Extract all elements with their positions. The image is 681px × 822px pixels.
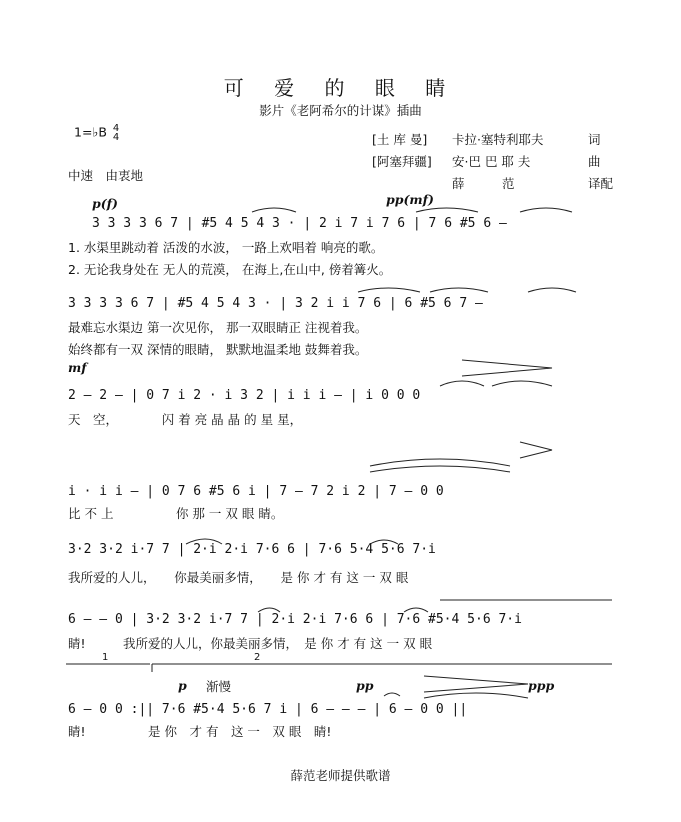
credit-role: 曲	[588, 154, 601, 169]
dynamic-mark: ppp	[528, 678, 555, 693]
dynamic-mark: mf	[68, 360, 87, 375]
lyric-line: 始终都有一双 深情的眼睛， 默默地温柔地 鼓舞着我。	[68, 342, 368, 357]
lyric-line: 2. 无论我身处在 无人的荒漠， 在海上,在山中, 傍着篝火。	[68, 262, 392, 277]
dynamic-mark: pp(mf)	[386, 192, 434, 207]
volta-2-label: 2	[254, 652, 261, 663]
triplet-bracket	[416, 208, 478, 212]
slur	[370, 459, 510, 466]
hairpin	[520, 442, 552, 458]
tie	[186, 539, 222, 544]
lyric-line: 1. 水渠里跳动着 活泼的水波， 一路上欢唱着 响亮的歌。	[68, 240, 384, 255]
dynamic-mark: p(f)	[92, 196, 118, 211]
lyric-line: 天 空， 闪 着 亮 晶 晶 的 星 星，	[68, 412, 303, 427]
song-subtitle: 影片《老阿希尔的计谋》插曲	[259, 103, 422, 118]
ritardando-mark: 渐慢	[206, 679, 232, 694]
hairpin	[462, 360, 552, 376]
meter-bottom: 4	[112, 132, 120, 143]
notation-line: 6 – 0 0 :|| 7·6 #5·4 5·6 7 i | 6 – – – | 6 – 0 0 ||	[68, 702, 468, 717]
notation-line: 3 3 3 3 6 7 | #5 4 5 4 3 · | 3 2 i i 7 6 | 6 #5 6 7 –	[68, 296, 483, 311]
credit-name: 安·巴 巴 耶 夫	[452, 154, 531, 169]
credit-origin: [阿塞拜疆]	[372, 154, 432, 169]
credit-name: 薛 范	[452, 176, 515, 191]
hairpin	[424, 676, 528, 692]
triplet-bracket	[430, 288, 488, 292]
slur	[370, 466, 510, 472]
meter-top: 4	[112, 123, 120, 134]
triplet-bracket	[520, 208, 572, 212]
lyric-line: 比 不 上 你 那 一 双 眼 睛。	[68, 506, 284, 521]
credit-role: 词	[588, 132, 601, 147]
triplet-bracket	[358, 288, 420, 292]
tie	[370, 540, 398, 544]
notation-line: i · i i – | 0 7 6 #5 6 i | 7 – 7 2 i 2 | 7 – 0 0	[68, 484, 444, 499]
triplet-bracket	[252, 208, 296, 212]
lyric-line: 睛! 我所爱的人儿，你最美丽多情， 是 你 才 有 这 一 双 眼	[68, 636, 433, 651]
lyric-line: 我所爱的人儿， 你最美丽多情， 是 你 才 有 这 一 双 眼	[68, 570, 409, 585]
key-label: 1=♭B	[74, 124, 107, 140]
credit-role: 译配	[588, 176, 614, 191]
fermata	[384, 693, 400, 696]
lyric-line: 睛! 是 你 才 有 这 一 双 眼 睛!	[68, 724, 332, 739]
slur	[492, 381, 552, 386]
footer-credit: 薛范老师提供歌谱	[290, 768, 391, 783]
volta-1-label: 1	[102, 652, 109, 663]
credit-origin: [土 库 曼]	[372, 132, 428, 147]
slur	[440, 381, 484, 386]
dynamic-mark: p	[178, 678, 187, 693]
tempo-marking: 中速 由衷地	[68, 168, 144, 183]
notation-line: 3·2 3·2 i·7 7 | 2·i 2·i 7·6 6 | 7·6 5·4 5·6 7·i	[68, 542, 436, 557]
slur	[424, 693, 528, 698]
tie	[258, 608, 280, 612]
tie	[404, 608, 428, 612]
song-title: 可 爱 的 眼 睛	[223, 76, 458, 100]
lyric-line: 最难忘水渠边 第一次见你， 那一双眼睛正 注视着我。	[68, 320, 368, 335]
notation-line: 3 3 3 3 6 7 | #5 4 5 4 3 · | 2 i 7 i 7 6 | 7 6 #5 6 –	[92, 216, 507, 231]
notation-line: 6 – – 0 | 3·2 3·2 i·7 7 | 2·i 2·i 7·6 6 | 7·6 #5·4 5·6 7·i	[68, 612, 522, 627]
dynamic-mark: pp	[356, 678, 374, 693]
triplet-bracket	[528, 288, 576, 292]
credit-name: 卡拉·塞特利耶夫	[452, 132, 544, 147]
notation-line: 2 – 2 – | 0 7 i 2 · i 3 2 | i i i – | i 0 0 0	[68, 388, 421, 403]
